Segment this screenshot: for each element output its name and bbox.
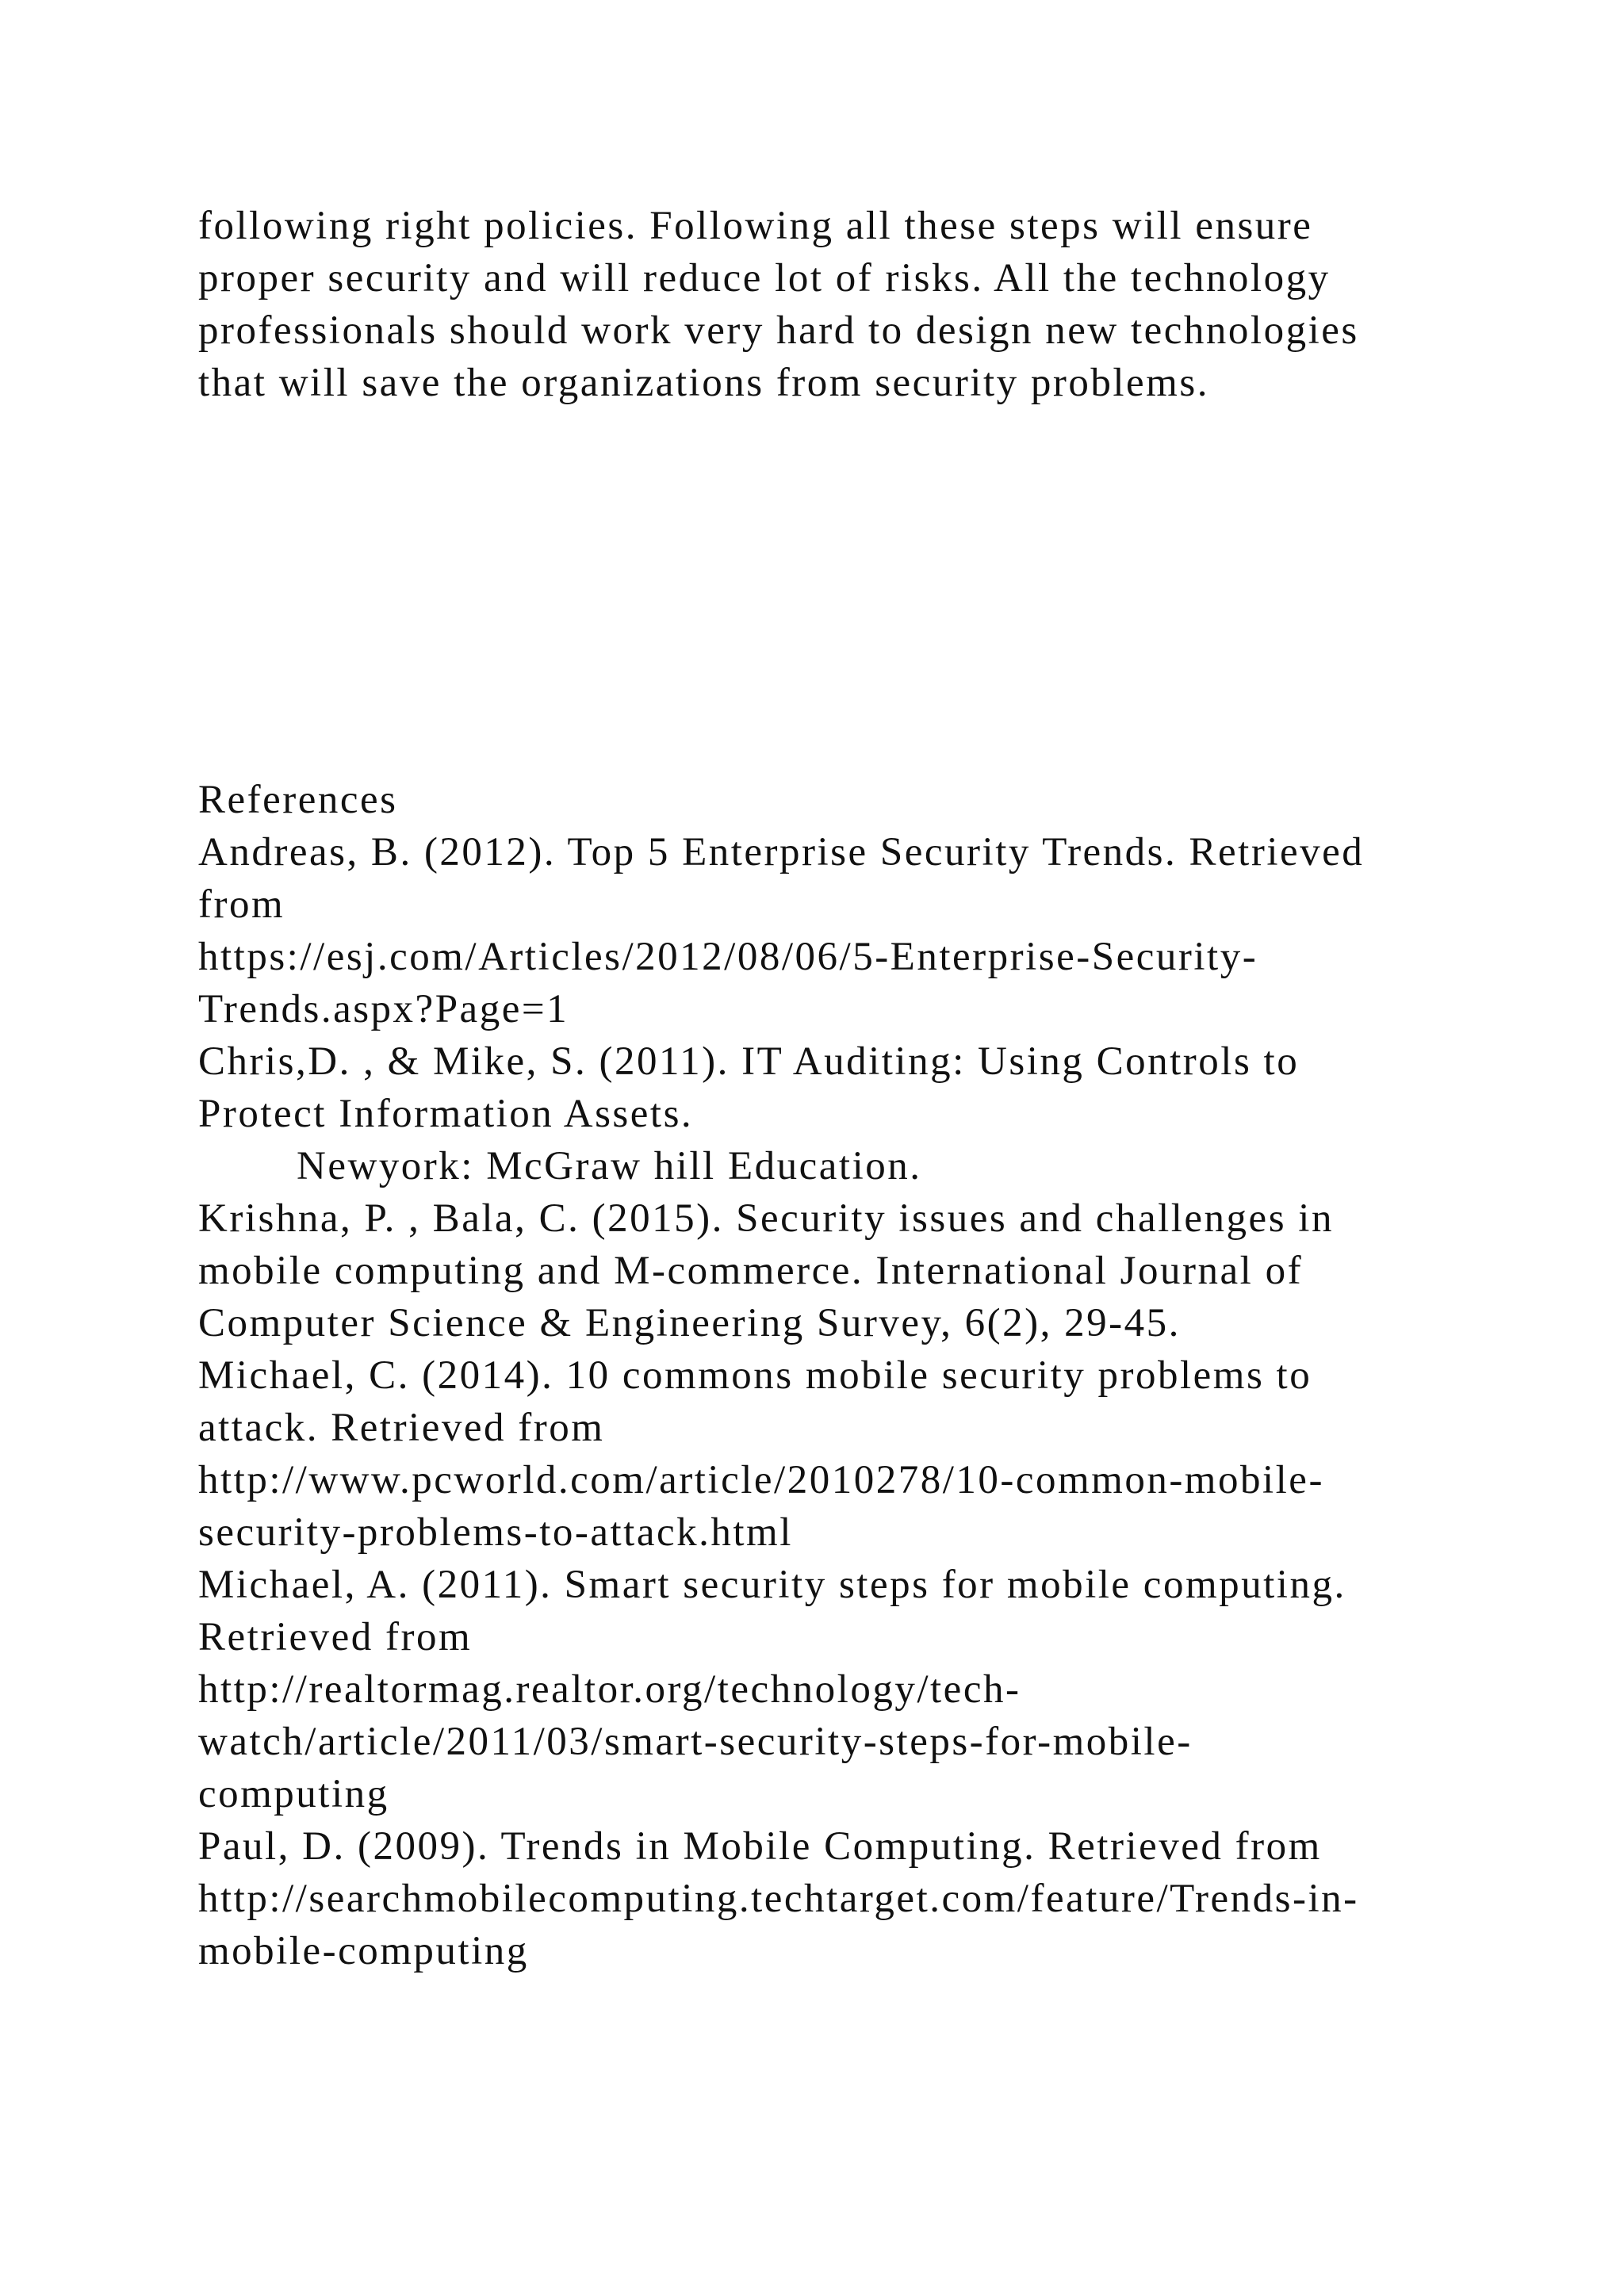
reference-line: computing — [198, 1772, 389, 1816]
reference-line: Krishna, P. , Bala, C. (2015). Security issues and challenges in — [198, 1196, 1334, 1241]
reference-line: watch/article/2011/03/smart-security-steps-for-mobile- — [198, 1720, 1193, 1764]
reference-line: Andreas, B. (2012). Top 5 Enterprise Security Trends. Retrieved — [198, 830, 1365, 874]
reference-line: Computer Science & Engineering Survey, 6(2), 29-45. — [198, 1301, 1181, 1345]
reference-line: from — [198, 882, 285, 927]
reference-line: Michael, A. (2011). Smart security steps for mobile computing. — [198, 1563, 1346, 1607]
intro-line: professionals should work very hard to design new technologies — [198, 308, 1359, 353]
reference-line: Chris,D. , & Mike, S. (2011). IT Auditing: Using Controls to — [198, 1039, 1300, 1084]
reference-line: Protect Information Assets. — [198, 1092, 694, 1136]
reference-line: security-problems-to-attack.html — [198, 1510, 793, 1555]
references-heading: References — [198, 778, 398, 822]
reference-line: Trends.aspx?Page=1 — [198, 987, 569, 1031]
reference-line: Newyork: McGraw hill Education. — [297, 1144, 922, 1188]
reference-line: http://realtormag.realtor.org/technology/tech- — [198, 1667, 1021, 1712]
reference-line: http://searchmobilecomputing.techtarget.com/feature/Trends-in- — [198, 1877, 1359, 1921]
reference-line: mobile computing and M-commerce. International Journal of — [198, 1249, 1304, 1293]
reference-line: Michael, C. (2014). 10 commons mobile security problems to — [198, 1353, 1312, 1398]
intro-line: that will save the organizations from security problems. — [198, 361, 1209, 405]
reference-line: Paul, D. (2009). Trends in Mobile Computing. Retrieved from — [198, 1824, 1322, 1869]
intro-line: following right policies. Following all these steps will ensure — [198, 204, 1313, 248]
reference-line: attack. Retrieved from — [198, 1406, 605, 1450]
reference-line: Retrieved from — [198, 1615, 473, 1659]
reference-line: https://esj.com/Articles/2012/08/06/5-Enterprise-Security- — [198, 935, 1258, 979]
reference-line: mobile-computing — [198, 1929, 529, 1973]
intro-line: proper security and will reduce lot of risks. All the technology — [198, 256, 1331, 300]
reference-line: http://www.pcworld.com/article/2010278/10-common-mobile- — [198, 1458, 1324, 1502]
